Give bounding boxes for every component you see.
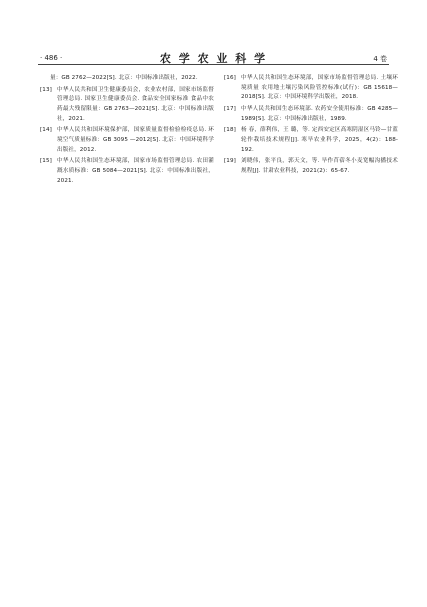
reference-item [224,74,398,103]
reference-text: 中华人民共和国环境保护部，国家质量监督检验检疫总局. 环境空气质量标准：GB 3095 —2012[S]. 北京：中国环境科学出版社，2012. [57,127,214,153]
reference-text: 中华人民共和国生态环境部，国家市场监督管理总局. 土壤环境质量 农用地土壤污染风险管控标准(试行)：GB 15618—2018[S]. 北京：中国环境科学出版社，2018. [241,75,398,101]
volume-label: 4 卷 [373,55,387,63]
reference-item [224,105,398,124]
left-column [40,74,214,188]
reference-item [224,126,398,155]
reference-number: [16] [224,75,236,81]
reference-item [40,126,214,155]
reference-text: 中华人民共和国卫生健康委员会，农业农村部，国家市场监督管理总局. 国家卫生健康委员会. 食品安全国家标准 食品中农药最大残留限量：GB 2763—2021[S]. 北京：中国标准出版社，2021. [57,86,214,122]
reference-number: [18] [224,127,236,134]
reference-number: [19] [224,158,236,165]
reference-text: 刘晓伟，张平良，郭天文，等. 旱作苜蓿冬小麦宽幅沟播技术规程[J]. 甘肃农业科技，2021(2)：65-67. [241,158,398,174]
reference-item [224,157,398,176]
reference-text: 中华人民共和国生态环境部，国家市场监督管理总局. 农田灌溉水质标准：GB 5084—2021[S]. 北京：中国标准出版社，2021. [57,158,214,184]
reference-number: [13] [40,86,52,93]
page-number: · 486 · [40,54,63,62]
reference-text: 量：GB 2762—2022[S]. 北京：中国标准出版社，2022. [50,75,198,81]
journal-title: 农 学 农 业 科 学 [159,52,268,65]
reference-number: [15] [40,158,52,165]
right-column [224,74,398,179]
reference-text: 杨 春，薛利伟，王 璐，等. 定西安定区高寒阴湿区马铃—甘蓝轮作栽培技术规程[J]. 寒旱农业科学，2025，4(2)：188-192. [241,127,398,153]
reference-item [40,74,214,84]
reference-item [40,86,214,124]
reference-number: [17] [224,105,236,112]
reference-text: 中华人民共和国生态环境部. 农药安全使用标准：GB 4285—1989[S]. 北京：中国标准出版社，1989. [241,105,398,122]
reference-item [40,157,214,186]
reference-number: [14] [40,127,52,134]
header-rule [38,64,389,65]
